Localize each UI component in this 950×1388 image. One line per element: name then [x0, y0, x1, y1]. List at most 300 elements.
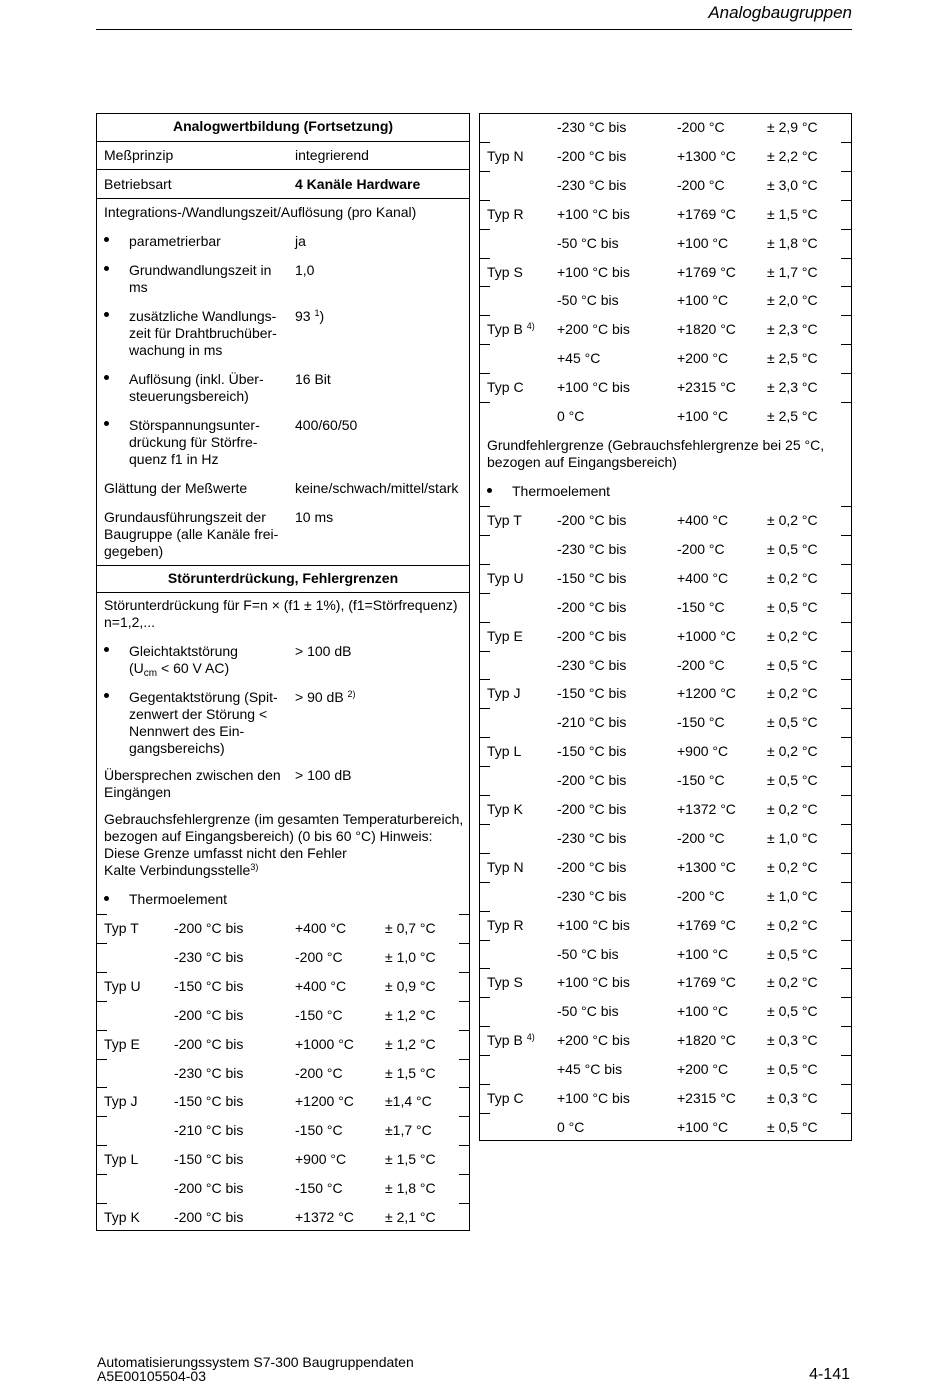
cell-to-text: +2315 °C: [677, 1090, 736, 1106]
cell-from-text: -150 °C bis: [174, 977, 244, 994]
cell-err: [767, 859, 818, 876]
footnote-1-marker: 1: [314, 308, 320, 318]
cell-to: [677, 714, 725, 731]
cell-err-text: ± 0,5 °C: [767, 656, 818, 673]
bullet-icon: [104, 237, 109, 242]
cell-err: [767, 917, 818, 934]
cell-to-text: +200 °C: [677, 1061, 729, 1078]
cell-typ: [487, 685, 520, 702]
cell-err: [767, 292, 818, 309]
cell-to-text: +100 °C: [677, 1003, 729, 1020]
divider: [97, 565, 469, 566]
cell-from-text: -230 °C bis: [557, 119, 627, 135]
gleichtakt-label-2: [129, 660, 229, 679]
cell-typ-text: Typ N: [487, 858, 524, 875]
cell-typ: [104, 1036, 140, 1053]
cell-err-text: ± 2,3 °C: [767, 321, 818, 338]
cell-err: [385, 920, 436, 937]
cell-to-text: +100 °C: [677, 292, 729, 309]
divider: [97, 592, 469, 593]
cell-from: [557, 119, 626, 136]
cell-to: [677, 917, 736, 934]
cell-to: [677, 1003, 728, 1020]
thermoelement-label: Thermoelement: [129, 891, 228, 907]
cell-to-text: -150 °C: [677, 598, 725, 615]
cell-typ-text: Typ K: [104, 1209, 140, 1225]
cell-from-text: +100 °C bis: [557, 1090, 630, 1106]
cell-err: [767, 974, 818, 991]
cell-to: [677, 657, 725, 674]
cell-to: [677, 321, 736, 338]
cell-err: [767, 541, 818, 558]
row-tick: [480, 113, 490, 114]
cell-from-text: -200 °C bis: [557, 858, 627, 875]
row-tick: [480, 286, 490, 287]
cell-typ-text: Typ R: [487, 916, 524, 933]
cell-err: [385, 1007, 436, 1024]
cell-err-text: ±1,7 °C: [385, 1122, 432, 1139]
gleichtakt-label-2b: < 60 V AC): [157, 660, 230, 676]
param-label: parametrierbar: [129, 233, 221, 249]
cell-to: [677, 570, 728, 587]
row-tick: [480, 373, 490, 374]
cell-to-text: -200 °C: [677, 829, 725, 846]
row-tick: [459, 1174, 469, 1175]
cell-from: [174, 1151, 243, 1168]
cell-from-text: -200 °C bis: [557, 627, 627, 644]
row-tick: [480, 1026, 490, 1027]
cell-from-text: -50 °C bis: [557, 234, 619, 251]
row-tick: [459, 972, 469, 973]
cell-from-text: -230 °C bis: [557, 656, 627, 673]
row-tick: [480, 142, 490, 143]
cell-err: [767, 570, 818, 587]
cell-err-text: ± 0,2 °C: [767, 627, 818, 644]
footnote-2-marker: 2): [347, 689, 356, 699]
cell-err: [767, 119, 818, 136]
cell-typ: [487, 917, 524, 934]
row-tick: [841, 622, 851, 623]
row-tick: [97, 1059, 107, 1060]
bullet-icon: [104, 647, 109, 652]
cell-err: [767, 512, 818, 529]
cell-from: [557, 148, 626, 165]
grundausfuehrung-label-2: Baugruppe (alle Kanäle frei-: [104, 526, 279, 542]
cell-from: [557, 570, 626, 587]
row-tick: [841, 679, 851, 680]
row-tick: [841, 708, 851, 709]
cell-err-text: ± 0,5 °C: [767, 1003, 818, 1020]
stoerunterdrueckung-line-1: Störunterdrückung für F=n × (f1 ± 1%), (f1=Störfrequenz): [104, 597, 458, 613]
cell-to: [677, 408, 728, 425]
cell-typ: [487, 628, 523, 645]
cell-typ: [487, 148, 524, 165]
cell-from: [557, 350, 600, 367]
cell-err-text: ± 1,2 °C: [385, 1035, 436, 1052]
row-tick: [841, 315, 851, 316]
gleichtakt-sub: cm: [143, 668, 158, 679]
cell-err-text: ± 2,0 °C: [767, 292, 818, 309]
row-tick: [841, 229, 851, 230]
cell-typ: [487, 743, 521, 760]
cell-typ-text: Typ J: [104, 1093, 138, 1110]
cell-to-text: -150 °C: [295, 1006, 343, 1023]
cell-from: [557, 206, 630, 223]
row-tick: [841, 564, 851, 565]
row-tick: [459, 914, 469, 915]
gegentakt-value: [295, 689, 356, 706]
gebrauchsfehler-line-3: Diese Grenze umfasst nicht den Fehler: [104, 845, 347, 861]
row-tick: [841, 402, 851, 403]
gegentakt-label-4: gangsbereichs): [129, 740, 225, 756]
cell-err: [385, 1036, 436, 1053]
uebersprechen-value: > 100 dB: [295, 767, 352, 783]
left-spec-table: [96, 113, 470, 1231]
cell-err: [385, 1209, 436, 1226]
cell-from: [557, 1119, 584, 1136]
cell-err-text: ± 0,5 °C: [767, 540, 818, 557]
row-tick: [841, 535, 851, 536]
cell-from-text: +45 °C: [557, 350, 601, 367]
row-tick: [841, 593, 851, 594]
cell-err-text: ± 1,0 °C: [767, 887, 818, 904]
row-tick: [480, 708, 490, 709]
cell-from-text: 0 °C: [557, 408, 585, 424]
cell-typ-text: Typ C: [487, 1090, 524, 1106]
row-tick: [97, 1116, 107, 1117]
cell-err: [767, 350, 818, 367]
cell-from-text: -230 °C bis: [557, 887, 627, 904]
cell-to-text: +200 °C: [677, 350, 729, 367]
cell-to: [677, 1090, 736, 1107]
cell-typ-text: Typ B: [487, 321, 523, 338]
cell-err: [767, 599, 818, 616]
cell-to: [295, 1209, 354, 1226]
row-tick: [841, 258, 851, 259]
cell-to-text: +400 °C: [295, 920, 347, 936]
cell-err: [767, 946, 818, 963]
row-tick: [480, 853, 490, 854]
cell-err-text: ± 2,5 °C: [767, 350, 818, 367]
cell-to-text: +1200 °C: [295, 1093, 354, 1110]
cell-to-text: +900 °C: [295, 1151, 347, 1168]
cell-from-text: -150 °C bis: [557, 685, 627, 702]
cell-to: [295, 949, 343, 966]
cell-from-text: -200 °C bis: [557, 772, 627, 789]
cell-typ: [104, 920, 139, 937]
cell-err-text: ±1,4 °C: [385, 1093, 432, 1110]
cell-err-text: ± 0,2 °C: [767, 569, 818, 586]
zus-value: 93 $^1$): [295, 308, 325, 324]
cell-to: [295, 1065, 343, 1082]
gebrauchsfehler-line-4-text: Kalte Verbindungsstelle: [104, 862, 251, 878]
row-tick: [480, 229, 490, 230]
grund-label-2: ms: [129, 279, 148, 295]
cell-err: [385, 1180, 436, 1197]
row-tick: [459, 1059, 469, 1060]
row-tick: [841, 968, 851, 969]
row-tick: [841, 824, 851, 825]
cell-from: [557, 512, 626, 529]
cell-to-text: -200 °C: [677, 887, 725, 904]
cell-to: [677, 946, 728, 963]
row-tick: [841, 373, 851, 374]
cell-err-text: ± 0,5 °C: [767, 1061, 818, 1078]
cell-err: [767, 1032, 818, 1049]
cell-to-text: +1769 °C: [677, 263, 736, 280]
cell-from: [174, 1180, 243, 1197]
cell-typ-text: Typ N: [487, 147, 524, 164]
stoerunterdrueckung-line-2: n=1,2,...: [104, 614, 155, 630]
cell-err-text: ± 1,5 °C: [385, 1151, 436, 1168]
zus-label-1: zusätzliche Wandlungs-: [129, 308, 277, 324]
cell-typ: [487, 321, 535, 338]
cell-err: [767, 888, 818, 905]
cell-err-text: ± 1,7 °C: [767, 263, 818, 280]
cell-err-text: ± 0,2 °C: [767, 974, 818, 991]
cell-to: [677, 743, 728, 760]
cell-to: [677, 119, 725, 136]
cell-to: [295, 1093, 354, 1110]
cell-err-text: ± 0,5 °C: [767, 772, 818, 789]
cell-from: [174, 1007, 243, 1024]
cell-from-text: -150 °C bis: [174, 1151, 244, 1168]
cell-to: [677, 888, 725, 905]
cell-typ: [104, 1151, 138, 1168]
cell-err-text: ± 2,5 °C: [767, 408, 818, 424]
cell-from: [557, 1061, 622, 1078]
row-tick: [480, 315, 490, 316]
cell-typ-text: Typ B: [487, 1032, 523, 1049]
row-tick: [97, 943, 107, 944]
glattung-value: keine/schwach/mittel/stark: [295, 480, 459, 496]
cell-from: [557, 974, 630, 991]
cell-to-text: +1769 °C: [677, 974, 736, 991]
grund-label-1: Grundwandlungszeit in: [129, 262, 272, 278]
cell-err-text: ± 0,2 °C: [767, 801, 818, 817]
cell-to: [677, 1032, 736, 1049]
aufl-value: 16 Bit: [295, 371, 331, 387]
cell-from-text: +200 °C bis: [557, 1032, 630, 1049]
cell-err: [767, 206, 818, 223]
gebrauchsfehler-line-4: [104, 862, 258, 879]
cell-from-text: -230 °C bis: [557, 540, 627, 557]
page-header-title: Analogbaugruppen: [708, 3, 852, 22]
cell-from: [557, 714, 626, 731]
section-title-stoerunterdrueckung: Störunterdrückung, Fehlergrenzen: [167, 570, 399, 586]
cell-err: [767, 801, 818, 818]
row-tick: [480, 824, 490, 825]
cell-from-text: -150 °C bis: [174, 1093, 244, 1110]
row-tick: [459, 1001, 469, 1002]
cell-from-text: -200 °C bis: [174, 1180, 244, 1197]
row-tick: [841, 200, 851, 201]
cell-err-text: ± 2,3 °C: [767, 379, 818, 396]
cell-err-text: ± 0,3 °C: [767, 1090, 818, 1106]
cell-to-text: +1300 °C: [677, 858, 736, 875]
cell-typ: [487, 974, 523, 991]
cell-err-text: ± 0,7 °C: [385, 920, 436, 936]
cell-err-text: ± 0,5 °C: [767, 945, 818, 962]
gleichtakt-label-2a: (U: [129, 660, 144, 676]
gleichtakt-label-1: Gleichtaktstörung: [129, 643, 238, 659]
cell-from-text: -200 °C bis: [557, 598, 627, 615]
cell-err: [767, 1003, 818, 1020]
row-tick: [841, 795, 851, 796]
cell-err: [767, 264, 818, 281]
cell-from: [174, 1209, 243, 1226]
messprinzip-label: Meßprinzip: [104, 147, 174, 163]
cell-err: [385, 949, 436, 966]
cell-typ: [104, 1209, 140, 1226]
cell-typ-text: Typ T: [487, 512, 522, 528]
cell-to-text: +2315 °C: [677, 379, 736, 396]
cell-from-text: -200 °C bis: [557, 147, 627, 164]
betriebsart-label: Betriebsart: [104, 176, 172, 192]
cell-err: [767, 657, 818, 674]
footnote-4-marker: 4): [526, 1032, 535, 1043]
cell-from: [557, 830, 626, 847]
page-number: 4-141: [809, 1366, 850, 1383]
cell-err-text: ± 0,5 °C: [767, 1118, 818, 1135]
cell-err: [385, 1122, 432, 1139]
cell-err: [767, 772, 818, 789]
grund-value: 1,0: [295, 262, 315, 278]
cell-to-text: +1769 °C: [677, 916, 736, 933]
bullet-icon: [104, 421, 109, 426]
cell-err: [767, 148, 818, 165]
footer-doc-number: A5E00105504-03: [97, 1368, 206, 1384]
row-tick: [459, 1116, 469, 1117]
cell-typ-text: Typ K: [487, 801, 523, 817]
cell-to: [295, 978, 346, 995]
cell-to: [677, 512, 728, 529]
cell-to: [677, 350, 728, 367]
cell-from-text: -200 °C bis: [557, 512, 627, 528]
cell-err-text: ± 1,0 °C: [385, 948, 436, 965]
cell-to-text: -200 °C: [677, 656, 725, 673]
cell-from: [557, 888, 626, 905]
row-tick: [97, 1087, 107, 1088]
row-tick: [841, 1026, 851, 1027]
cell-to-text: -150 °C: [295, 1122, 343, 1139]
cell-err-text: ± 0,2 °C: [767, 916, 818, 933]
cell-err-text: ± 0,9 °C: [385, 977, 436, 994]
cell-from-text: +45 °C bis: [557, 1061, 623, 1078]
cell-err-text: ± 2,1 °C: [385, 1209, 436, 1225]
cell-err-text: ± 2,2 °C: [767, 147, 818, 164]
row-tick: [480, 766, 490, 767]
cell-err: [767, 408, 818, 425]
bullet-icon: [104, 375, 109, 380]
cell-to: [677, 1061, 728, 1078]
row-tick: [480, 344, 490, 345]
cell-to-text: -150 °C: [677, 714, 725, 731]
cell-to: [677, 772, 725, 789]
cell-err: [767, 1090, 818, 1107]
cell-to: [295, 1180, 343, 1197]
integration-heading: Integrations-/Wandlungszeit/Auflösung (pro Kanal): [104, 204, 417, 220]
row-tick: [841, 651, 851, 652]
cell-err-text: ± 0,2 °C: [767, 858, 818, 875]
cell-from: [557, 859, 626, 876]
divider: [97, 169, 469, 170]
cell-to-text: +1372 °C: [295, 1209, 354, 1225]
gegentakt-value-text: > 90 dB: [295, 689, 344, 705]
cell-to: [677, 541, 725, 558]
cell-typ: [487, 512, 522, 529]
cell-to: [677, 177, 725, 194]
cell-to-text: +1769 °C: [677, 205, 736, 222]
thermoelement-label-right: Thermoelement: [512, 483, 611, 499]
cell-from: [557, 1003, 619, 1020]
row-tick: [480, 402, 490, 403]
cell-to-text: -200 °C: [677, 119, 725, 135]
row-tick: [480, 795, 490, 796]
cell-from: [557, 408, 584, 425]
cell-from-text: -150 °C bis: [557, 569, 627, 586]
cell-to: [677, 685, 736, 702]
cell-from: [557, 321, 630, 338]
cell-from: [557, 235, 619, 252]
cell-from: [557, 177, 626, 194]
cell-from-text: +100 °C bis: [557, 205, 630, 222]
cell-from-text: -210 °C bis: [174, 1122, 244, 1139]
cell-to-text: +400 °C: [295, 977, 347, 994]
cell-from: [557, 1032, 630, 1049]
cell-from: [174, 1036, 243, 1053]
stoer-value: 400/60/50: [295, 417, 358, 433]
cell-to-text: -200 °C: [677, 176, 725, 193]
row-tick: [841, 997, 851, 998]
row-tick: [841, 1113, 851, 1114]
cell-from: [557, 946, 619, 963]
divider: [97, 141, 469, 142]
cell-typ-text: Typ L: [487, 743, 522, 760]
row-tick: [480, 171, 490, 172]
cell-to: [295, 1036, 354, 1053]
cell-err: [767, 685, 818, 702]
gebrauchsfehler-line-1: Gebrauchsfehlergrenze (im gesamten Temperaturbereich,: [104, 811, 464, 827]
cell-from-text: -200 °C bis: [174, 1209, 244, 1225]
row-tick: [841, 737, 851, 738]
cell-err-text: ± 0,2 °C: [767, 512, 818, 528]
row-tick: [97, 1145, 107, 1146]
cell-to: [677, 859, 736, 876]
cell-from: [557, 379, 630, 396]
row-tick: [97, 914, 107, 915]
cell-to: [295, 920, 346, 937]
cell-to: [677, 628, 736, 645]
row-tick: [841, 142, 851, 143]
zus-label-3: wachung in ms: [129, 342, 223, 358]
cell-err: [385, 1093, 432, 1110]
cell-err-text: ± 2,9 °C: [767, 119, 818, 135]
row-tick: [841, 286, 851, 287]
cell-from: [557, 628, 626, 645]
uebersprechen-label-1: Übersprechen zwischen den: [104, 767, 281, 783]
cell-to-text: +400 °C: [677, 569, 729, 586]
cell-from-text: +100 °C bis: [557, 263, 630, 280]
cell-err-text: ± 0,5 °C: [767, 714, 818, 731]
cell-from: [557, 1090, 630, 1107]
cell-from: [557, 541, 626, 558]
stoer-label-3: quenz f1 in Hz: [129, 451, 219, 467]
cell-err-text: ± 1,5 °C: [767, 205, 818, 222]
row-tick: [97, 1203, 107, 1204]
cell-to-text: +100 °C: [677, 945, 729, 962]
cell-typ: [487, 1032, 535, 1049]
